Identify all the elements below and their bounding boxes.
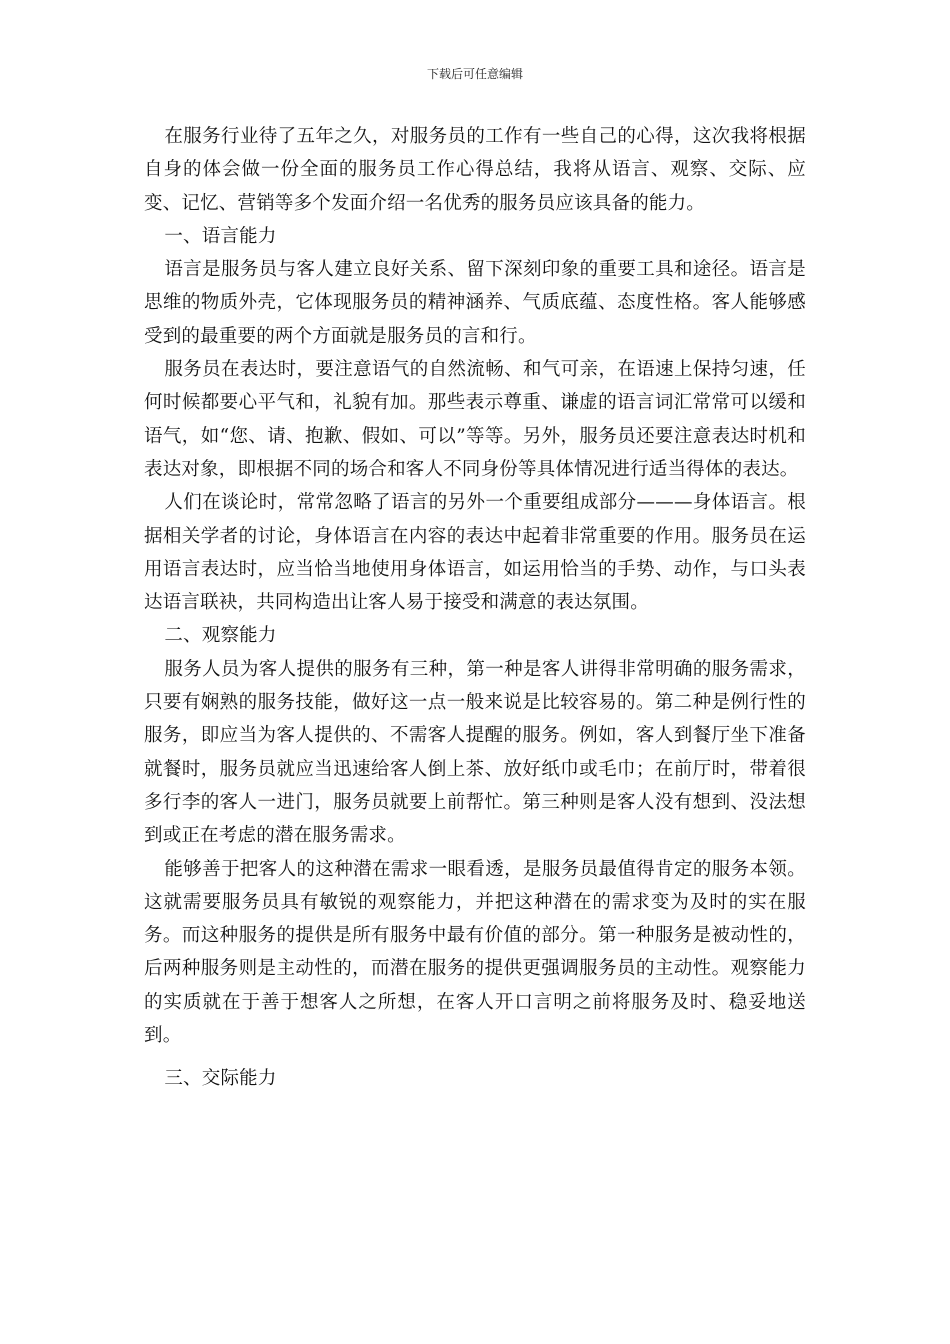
page-header: 下载后可任意编辑 — [426, 67, 523, 81]
observation-paragraph-1: 服务人员为客人提供的服务有三种，第一种是客人讲得非常明确的服务需求，只要有娴熟的服务技能，做好这一点一般来说是比较容易的。第二种是例行性的服务，即应当为客人提供的、不需客人提醒的服务。例如，客人到餐厅坐下准备就餐时，服务员就应当迅速给客人倒上茶、放好纸巾或毛巾；在前厅时，带着很多行李的客人一进门，服务员就要上前帮忙。第三种则是客人没有想到、没法想到或正在考虑的潜在服务需求。 — [144, 658, 806, 847]
language-paragraph-3: 人们在谈论时，常常忽略了语言的另外一个重要组成部分———身体语言。根据相关学者的讨论，身体语言在内容的表达中起着非常重要的作用。服务员在运用语言表达时，应当恰当地使用身体语言，如运用恰当的手势、动作，与口头表达语言联袂，共同构造出让客人易于接受和满意的表达氛围。 — [144, 492, 806, 614]
section-heading-communication: 三、交际能力 — [164, 1068, 277, 1090]
intro-paragraph: 在服务行业待了五年之久，对服务员的工作有一些自己的心得，这次我将根据自身的体会做一份全面的服务员工作心得总结，我将从语言、观察、交际、应变、记忆、营销等多个发面介绍一名优秀的服务员应该具备的能力。 — [144, 126, 806, 214]
section-heading-language: 一、语言能力 — [164, 225, 277, 247]
language-paragraph-1: 语言是服务员与客人建立良好关系、留下深刻印象的重要工具和途径。语言是思维的物质外壳，它体现服务员的精神涵养、气质底蕴、态度性格。客人能够感受到的最重要的两个方面就是服务员的言和行。 — [144, 259, 806, 347]
document-body — [144, 120, 806, 1096]
observation-paragraph-2: 能够善于把客人的这种潜在需求一眼看透，是服务员最值得肯定的服务本领。这就需要服务员具有敏锐的观察能力，并把这种潜在的需求变为及时的实在服务。而这种服务的提供是所有服务中最有价值的部分。第一种服务是被动性的，后两种服务则是主动性的，而潜在服务的提供更强调服务员的主动性。观察能力的实质就在于善于想客人之所想，在客人开口言明之前将服务及时、稳妥地送到。 — [144, 858, 806, 1047]
language-paragraph-2: 服务员在表达时，要注意语气的自然流畅、和气可亲，在语速上保持匀速，任何时候都要心平气和，礼貌有加。那些表示尊重、谦虚的语言词汇常常可以缓和语气，如“您、请、抱歉、假如、可以”等等。另外，服务员还要注意表达时机和表达对象，即根据不同的场合和客人不同身份等具体情况进行适当得体的表达。 — [144, 359, 806, 480]
section-heading-observation: 二、观察能力 — [164, 625, 277, 647]
